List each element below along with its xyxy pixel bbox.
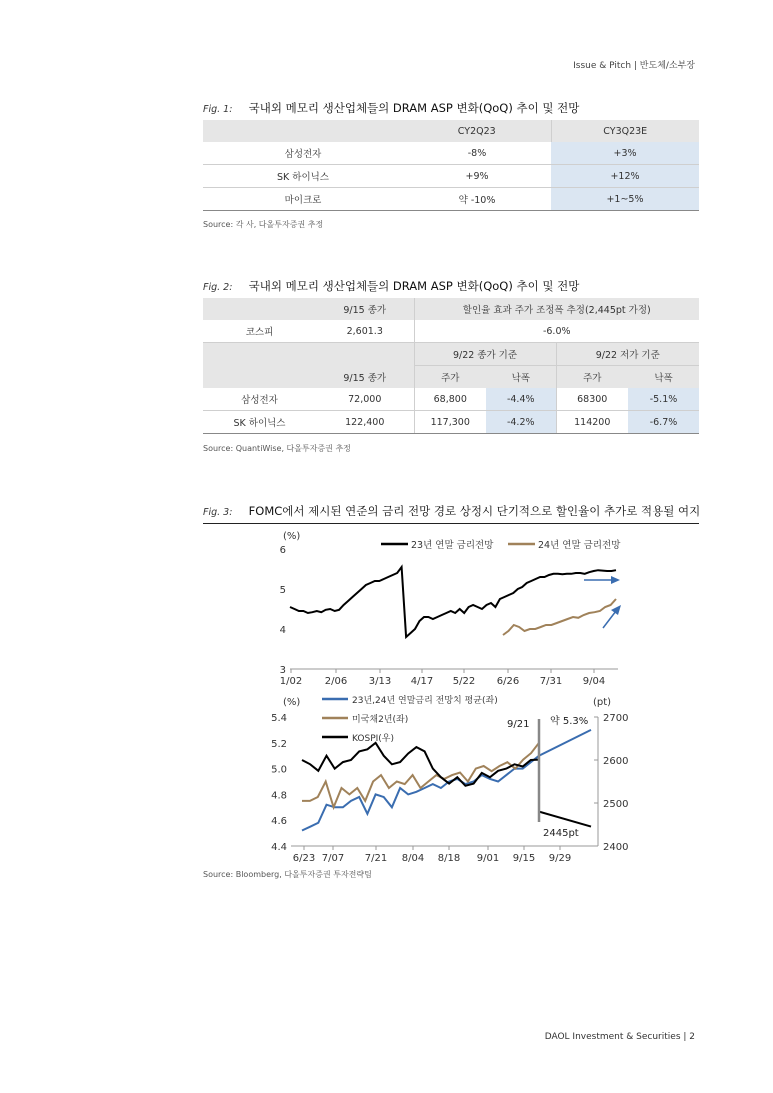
y-tick-label: 5 xyxy=(279,585,286,596)
page-footer: DAOL Investment & Securities | 2 xyxy=(544,1032,695,1042)
fig2-source: Source: QuantiWise, 다올투자증권 추정 xyxy=(203,444,351,453)
table-cell: SK 하이닉스 xyxy=(203,411,316,434)
table-cell: -4.4% xyxy=(486,388,556,411)
legend-label: 미국채2년(좌) xyxy=(352,715,409,725)
y-axis-label: (%) xyxy=(283,531,301,542)
table-cell: -6.7% xyxy=(628,411,699,434)
fig2-title: 국내외 메모리 생산업체들의 DRAM ASP 변화(QoQ) 추이 및 전망 xyxy=(248,279,580,293)
table-cell: CY3Q23E xyxy=(551,120,699,142)
x-tick-label: 3/13 xyxy=(368,676,392,687)
legend-label: 23년,24년 연말금리 전망치 평균(좌) xyxy=(352,696,498,706)
table-cell: 낙폭 xyxy=(628,366,699,389)
y2-tick-label: 2700 xyxy=(603,713,629,724)
series-line-rate-avg xyxy=(302,730,591,831)
table-cell: 2,601.3 xyxy=(316,320,414,343)
x-tick-label: 8/04 xyxy=(401,853,425,864)
y-tick-label: 4 xyxy=(279,625,286,636)
x-tick-label: 7/21 xyxy=(364,853,388,864)
y-tick-label: 4.6 xyxy=(271,816,287,828)
fig3-title: FOMC에서 제시된 연준의 금리 전망 경로 상정시 단기적으로 할인율이 추가로 적용될 여지 xyxy=(248,504,701,518)
table-cell: 72,000 xyxy=(316,388,414,411)
table-cell: +12% xyxy=(551,165,699,188)
fig1-label: Fig. 1: xyxy=(203,104,233,115)
y-tick-label: 3 xyxy=(279,665,286,676)
y2-tick-label: 2500 xyxy=(603,799,629,810)
y2-tick-label: 2600 xyxy=(603,756,629,767)
table-cell: 코스피 xyxy=(203,320,316,343)
fig1-source: Source: 각 사, 다올투자증권 추정 xyxy=(203,220,324,229)
table-cell: 삼성전자 xyxy=(203,388,316,411)
table-cell: SK 하이닉스 xyxy=(203,165,403,188)
table-cell: 9/15 종가 xyxy=(316,366,414,389)
table-cell: 9/22 저가 기준 xyxy=(556,343,699,366)
table-cell: 마이크로 xyxy=(203,188,403,211)
fig1-title: 국내외 메모리 생산업체들의 DRAM ASP 변화(QoQ) 추이 및 전망 xyxy=(248,101,580,115)
annotation-kospi: 2445pt xyxy=(543,828,579,839)
x-tick-label: 9/04 xyxy=(582,676,606,687)
x-tick-label: 7/07 xyxy=(321,853,345,864)
y2-axis-label: (pt) xyxy=(593,697,612,708)
x-tick-label: 8/18 xyxy=(437,853,461,864)
table-cell: -4.2% xyxy=(486,411,556,434)
table-cell: 낙폭 xyxy=(486,366,556,389)
table-cell: 삼성전자 xyxy=(203,142,403,165)
y-tick-label: 5.4 xyxy=(271,713,287,724)
table-cell: 122,400 xyxy=(316,411,414,434)
table-cell: 약 -10% xyxy=(403,188,551,211)
y2-tick-label: 2400 xyxy=(603,842,629,853)
table-cell: 할인율 효과 주가 조정폭 추정(2,445pt 가정) xyxy=(414,298,699,320)
fig3-label: Fig. 3: xyxy=(203,507,233,518)
table-cell: -5.1% xyxy=(628,388,699,411)
legend-label: 24년 연말 금리전망 xyxy=(538,540,621,551)
x-tick-label: 9/15 xyxy=(512,853,536,864)
table-cell: -6.0% xyxy=(414,320,699,343)
table-cell: 9/15 종가 xyxy=(316,298,414,320)
table-cell: CY2Q23 xyxy=(403,120,551,142)
table-cell: 주가 xyxy=(414,366,486,389)
table-cell: -8% xyxy=(403,142,551,165)
table-cell: 114200 xyxy=(556,411,628,434)
fig2-label: Fig. 2: xyxy=(203,282,233,293)
table-cell: 주가 xyxy=(556,366,628,389)
table-cell: +9% xyxy=(403,165,551,188)
x-tick-label: 9/29 xyxy=(548,853,572,864)
table-cell: 68300 xyxy=(556,388,628,411)
series-line-ust2y xyxy=(302,743,539,808)
y-axis-label: (%) xyxy=(283,697,301,708)
x-tick-label: 1/02 xyxy=(279,676,303,687)
y-tick-label: 5.2 xyxy=(271,738,287,750)
page-header: Issue & Pitch | 반도체/소부장 xyxy=(573,61,695,71)
x-tick-label: 5/22 xyxy=(452,676,476,687)
x-tick-label: 2/06 xyxy=(324,676,348,687)
x-tick-label: 6/26 xyxy=(496,676,520,687)
fig3-source: Source: Bloomberg, 다올투자증권 투자전략팀 xyxy=(203,870,372,879)
table-cell: 9/22 종가 기준 xyxy=(414,343,556,366)
y-tick-label: 6 xyxy=(279,545,286,556)
legend-label: 23년 연말 금리전망 xyxy=(411,540,494,551)
legend-label: KOSPI(우) xyxy=(352,734,395,744)
table-cell: 117,300 xyxy=(414,411,486,434)
x-tick-label: 6/23 xyxy=(292,853,316,864)
x-tick-label: 4/17 xyxy=(410,676,434,687)
table-cell: +3% xyxy=(551,142,699,165)
table-cell: +1~5% xyxy=(551,188,699,211)
y-tick-label: 5.0 xyxy=(271,764,287,776)
annotation-date: 9/21 xyxy=(507,719,530,730)
y-tick-label: 4.4 xyxy=(271,842,287,853)
x-tick-label: 9/01 xyxy=(476,853,500,864)
table-cell: 68,800 xyxy=(414,388,486,411)
y-tick-label: 4.8 xyxy=(271,790,287,802)
annotation-rate: 약 5.3% xyxy=(550,716,589,727)
x-tick-label: 7/31 xyxy=(539,676,563,687)
